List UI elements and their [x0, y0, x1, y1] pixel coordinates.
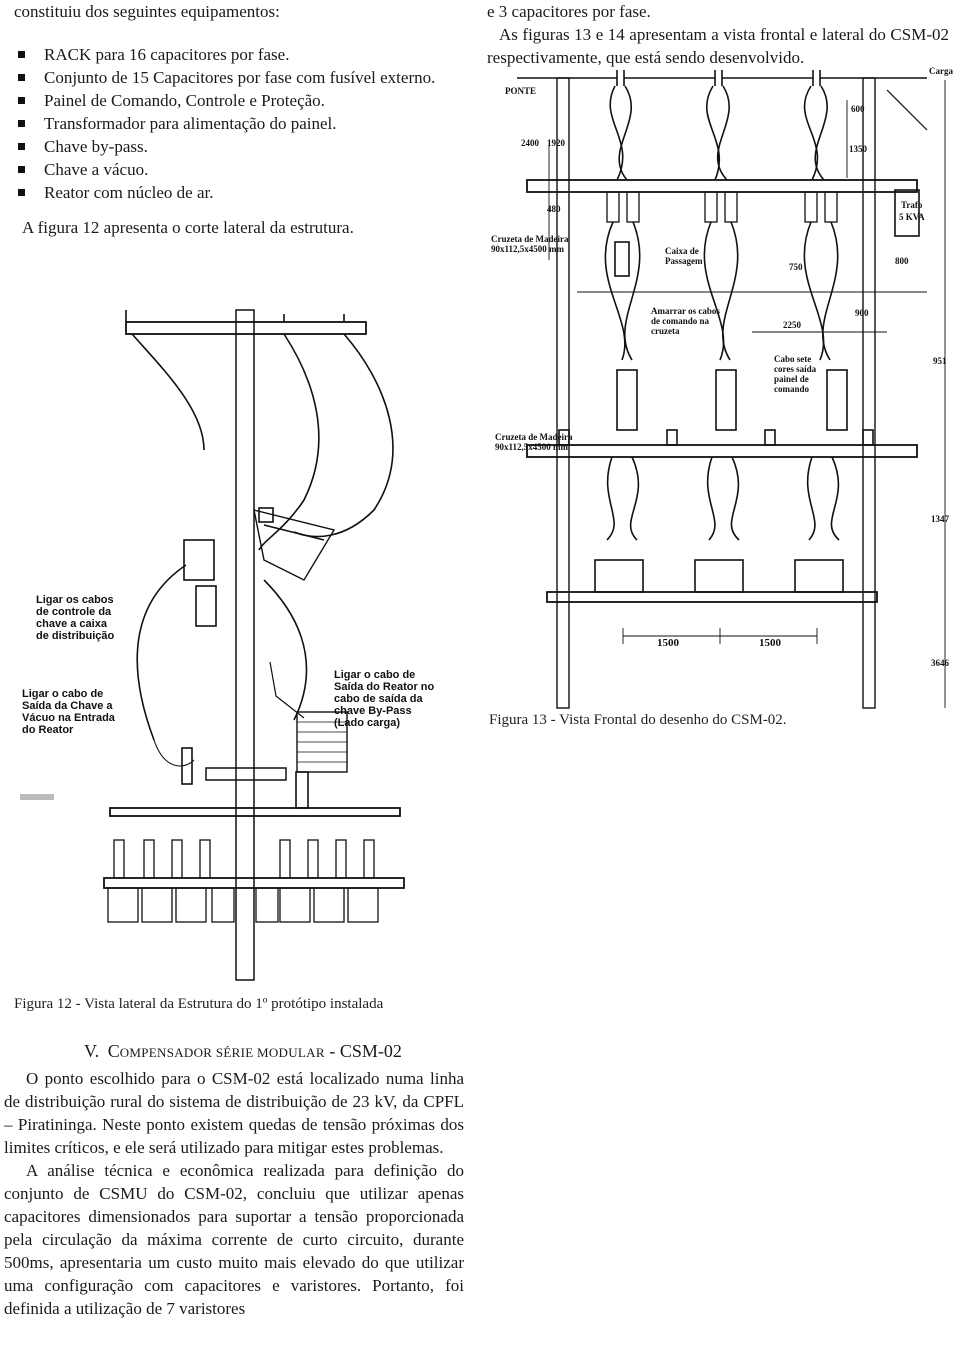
svg-text:Vácuo na Entrada: Vácuo na Entrada — [22, 712, 115, 724]
label-cruzeta-top: Cruzeta de Madeira — [491, 234, 569, 244]
figure-12-caption: Figura 12 - Vista lateral da Estrutura do 1º protótipo instalada — [14, 996, 384, 1012]
section-heading — [84, 1040, 402, 1064]
label-carga: Carga — [929, 66, 953, 76]
paragraph-2: A análise técnica e econômica realizada para definição do conjunto de CSMU do CSM-02, concluiu que utilizar apenas capacitores dimensionados para suportar a tensão proporcionada pela circulação da máxima corrente de curto circuito, durante 500ms, apresentaria um custo muito mais elevado do que utilizar uma configuração com capacitores e varistores. Portanto, foi definida a utilização de 7 varistores — [4, 1161, 464, 1318]
label-trafo: Trafo — [901, 200, 923, 210]
label-cruzeta-bottom: Cruzeta de Madeira — [495, 432, 573, 442]
dim-750: 750 — [789, 262, 803, 272]
svg-text:Saída da Chave a: Saída da Chave a — [22, 700, 113, 712]
paragraph-1: O ponto escolhido para o CSM-02 está localizado numa linha de distribuição rural do sistema de distribuição de 23 kV, da CPFL – Piratininga. Neste ponto existem quedas de tensão próximas dos limites críticos, e ele será utilizado para mitigar estes problemas. — [4, 1069, 464, 1157]
svg-text:(Lado carga): (Lado carga) — [334, 717, 401, 729]
label-cruzeta-top-size: 90x112,5x4500 mm — [491, 244, 564, 254]
continuation-line: e 3 capacitores por fase. — [487, 2, 651, 21]
label-trafo-kva: 5 KVA — [899, 212, 925, 222]
section-title-initial: C — [107, 1041, 120, 1061]
label-caixa: Caixa de — [665, 246, 699, 256]
svg-text:chave By-Pass: chave By-Pass — [334, 705, 412, 717]
intro-line: constituiu dos seguintes equipamentos: — [14, 2, 280, 21]
list-item: Painel de Comando, Controle e Proteção. — [14, 89, 472, 112]
section-title-small: SÉRIE MODULAR — [215, 1045, 325, 1060]
dim-1500-left: 1500 — [657, 637, 679, 649]
section-title-part: OMPENSADOR — [119, 1045, 216, 1060]
figure-13-caption: Figura 13 - Vista Frontal do desenho do CSM-02. — [489, 712, 787, 728]
callout-reactor-output — [334, 669, 435, 729]
svg-text:do Reator: do Reator — [22, 724, 74, 736]
list-item: Chave by-pass. — [14, 135, 472, 158]
figure-reference: A figura 12 apresenta o corte lateral da estrutura. — [22, 218, 354, 237]
svg-text:Saída do Reator no: Saída do Reator no — [334, 681, 435, 693]
label-cabo-4: comando — [774, 384, 810, 394]
dim-1347: 1347 — [931, 514, 949, 524]
figure-13-drawing — [487, 60, 957, 712]
label-cabo-2: cores saída — [774, 364, 817, 374]
label-ponte: PONTE — [505, 86, 537, 96]
left-column-top — [14, 0, 472, 239]
right-column-top — [487, 0, 949, 69]
dim-1500-right: 1500 — [759, 637, 781, 649]
scan-mark — [20, 794, 54, 800]
dim-800: 800 — [895, 256, 909, 266]
label-cabo: Cabo sete — [774, 354, 812, 364]
list-item: Chave a vácuo. — [14, 158, 472, 181]
dim-1350: 1350 — [849, 144, 867, 154]
dim-951: 951 — [933, 356, 947, 366]
list-item: Reator com núcleo de ar. — [14, 181, 472, 204]
dim-2250: 2250 — [783, 320, 801, 330]
label-cruzeta-bottom-size: 90x112,5x4500 mm — [495, 442, 568, 452]
label-amarrar-3: cruzeta — [651, 326, 680, 336]
figures-paragraph: As figuras 13 e 14 apresentam a vista frontal e lateral do CSM-02 respectivamente, que está sendo desenvolvido. — [487, 25, 949, 67]
section-title-tail: - CSM-02 — [324, 1041, 402, 1061]
dim-3646: 3646 — [931, 658, 949, 668]
list-item: Transformador para alimentação do painel. — [14, 112, 472, 135]
list-item: Conjunto de 15 Capacitores por fase com fusível externo. — [14, 66, 472, 89]
svg-text:cabo de saída da: cabo de saída da — [334, 693, 423, 705]
section-number: V. — [84, 1041, 100, 1061]
equipment-list — [14, 43, 472, 204]
dim-2400: 2400 — [521, 138, 539, 148]
dim-600: 600 — [851, 104, 865, 114]
dim-1920: 1920 — [547, 138, 565, 148]
svg-text:Ligar os cabos: Ligar os cabos — [36, 594, 114, 606]
callout-control-cables — [36, 594, 115, 642]
svg-text:de controle da: de controle da — [36, 606, 112, 618]
dim-480: 480 — [547, 204, 561, 214]
figure-12-drawing — [14, 300, 464, 990]
label-cabo-3: painel de — [774, 374, 809, 384]
body-text — [4, 1067, 464, 1320]
svg-text:de distribuição: de distribuição — [36, 630, 115, 642]
label-amarrar-2: de comando na — [651, 316, 710, 326]
label-passagem: Passagem — [665, 256, 703, 266]
svg-text:Ligar o cabo de: Ligar o cabo de — [334, 669, 416, 681]
svg-text:chave a caixa: chave a caixa — [36, 618, 107, 630]
svg-text:Ligar o cabo de: Ligar o cabo de — [22, 688, 104, 700]
dim-900: 900 — [855, 308, 869, 318]
callout-vacuum-switch — [22, 688, 116, 736]
list-item: RACK para 16 capacitores por fase. — [14, 43, 472, 66]
label-amarrar: Amarrar os cabos — [651, 306, 720, 316]
